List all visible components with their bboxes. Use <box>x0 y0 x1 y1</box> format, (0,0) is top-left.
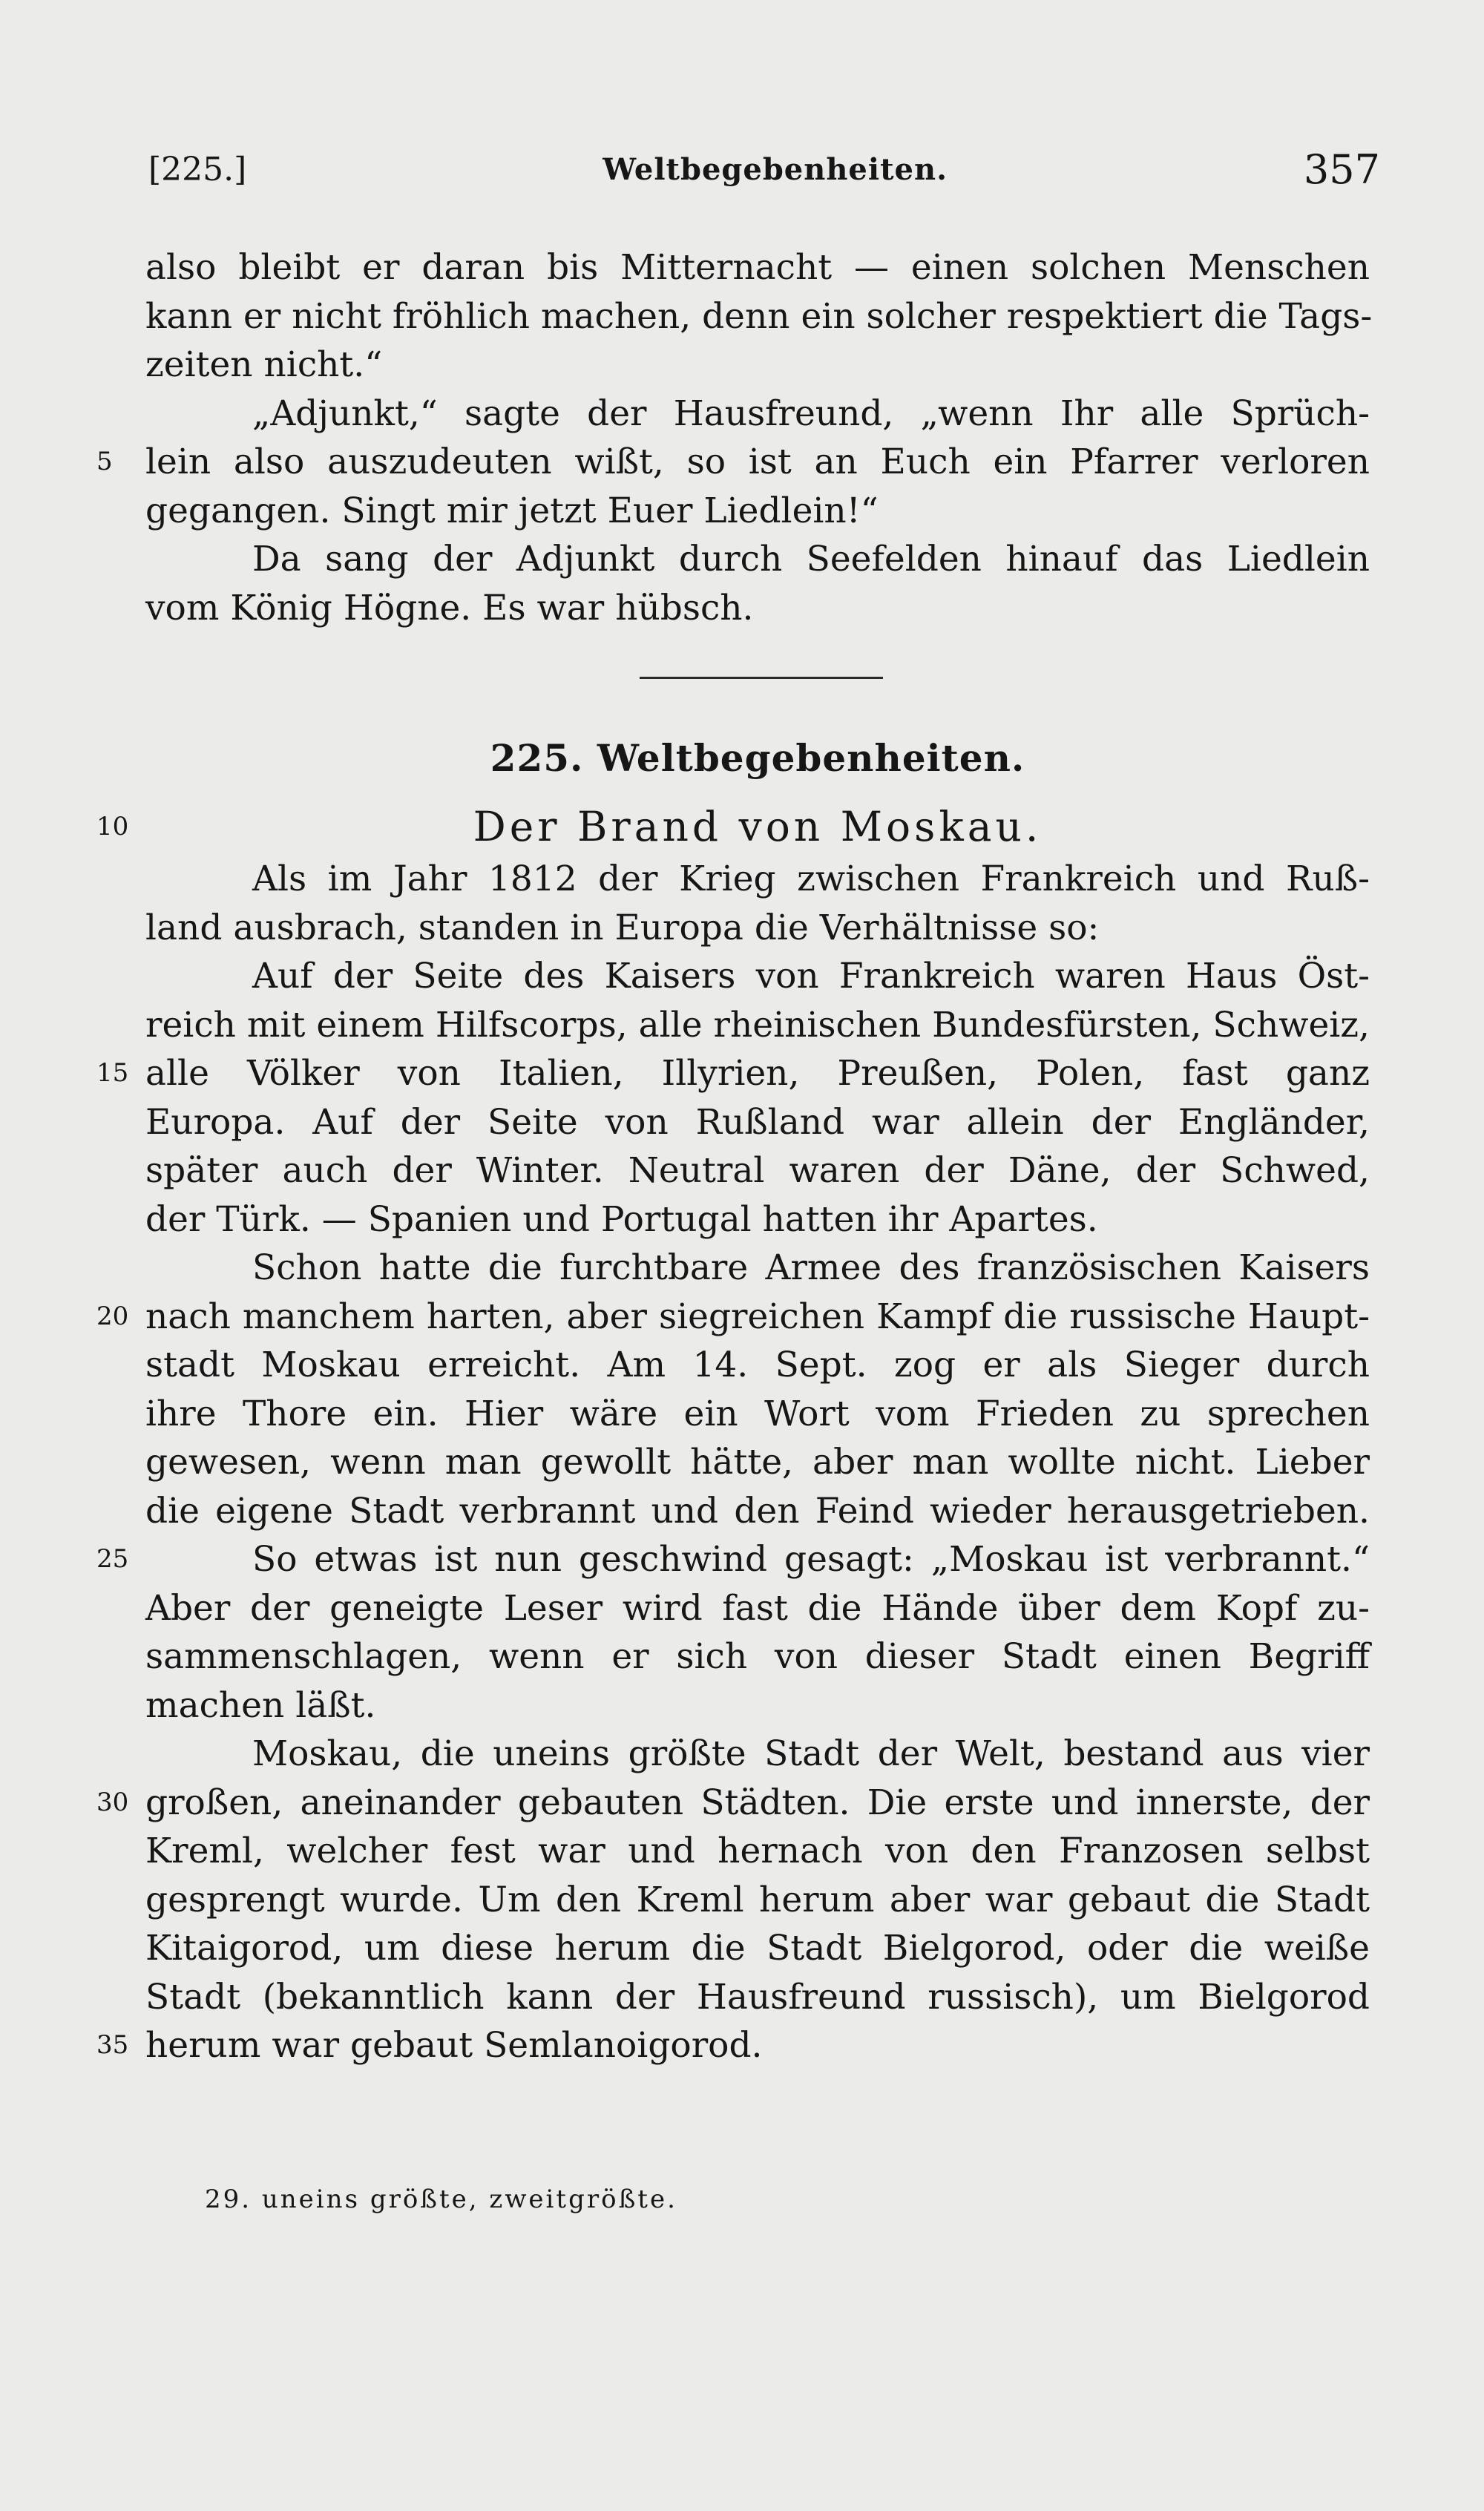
line-text: stadt Moskau erreicht. Am 14. Sept. zog er als Sieger durch <box>145 1345 1370 1385</box>
line-number: 15 <box>96 1058 129 1088</box>
line-text: Aber der geneigte Leser wird fast die Hände über dem Kopf zu- <box>145 1587 1370 1629</box>
text-line <box>0 1973 1484 2022</box>
text-block-story <box>0 855 1484 2070</box>
line-text: vom König Högne. Es war hübsch. <box>145 587 754 628</box>
line-text: gesprengt wurde. Um den Kreml herum aber war gebaut die Stadt <box>145 1879 1370 1920</box>
text-line <box>0 1487 1484 1536</box>
section-title: 225. Weltbegebenheiten. <box>490 736 1025 780</box>
line-text: Europa. Auf der Seite von Rußland war allein der Engländer, <box>145 1101 1370 1143</box>
text-line <box>0 952 1484 1001</box>
text-line <box>0 1001 1484 1050</box>
text-line <box>0 1293 1484 1342</box>
line-text: herum war gebaut Semlanoigorod. <box>145 2025 763 2066</box>
text-line <box>0 1535 1484 1584</box>
line-text: Moskau, die uneins größte Stadt der Welt, bestand aus vier <box>252 1733 1370 1774</box>
text-line <box>0 438 1484 487</box>
page-number: 357 <box>1303 145 1380 193</box>
line-number: 5 <box>96 447 113 476</box>
text-line <box>0 904 1484 953</box>
line-text: alle Völker von Italien, Illyrien, Preußen, Polen, fast ganz <box>145 1053 1370 1094</box>
running-title: Weltbegebenheiten. <box>603 151 948 187</box>
text-line <box>0 1584 1484 1633</box>
line-text: sammenschlagen, wenn er sich von dieser Stadt einen Begriff <box>145 1636 1370 1677</box>
text-line <box>0 1098 1484 1147</box>
story-subtitle: Der Brand von Moskau. <box>473 803 1043 850</box>
line-number: 10 <box>96 812 129 841</box>
text-line <box>0 855 1484 904</box>
line-text: großen, aneinander gebauten Städten. Die erste und innerste, der <box>145 1782 1370 1823</box>
line-text: kann er nicht fröhlich machen, denn ein solcher respektiert die Tags- <box>145 295 1373 337</box>
text-line <box>0 341 1484 390</box>
text-line <box>0 1681 1484 1730</box>
running-header <box>148 140 1380 199</box>
text-line <box>0 584 1484 633</box>
line-text: Stadt (bekanntlich kann der Hausfreund russisch), um Bielgorod <box>145 1976 1370 2018</box>
line-text: Schon hatte die furchtbare Armee des französischen Kaisers <box>252 1247 1370 1288</box>
text-line <box>0 1632 1484 1681</box>
line-number: 25 <box>96 1544 129 1574</box>
line-number: 20 <box>96 1301 129 1331</box>
divider-rule <box>640 677 883 679</box>
line-text: Als im Jahr 1812 der Krieg zwischen Frankreich und Ruß- <box>252 859 1370 899</box>
line-text: ihre Thore ein. Hier wäre ein Wort vom Frieden zu sprechen <box>145 1393 1370 1434</box>
line-text: gewesen, wenn man gewollt hätte, aber man wollte nicht. Lieber <box>145 1442 1370 1483</box>
line-text: reich mit einem Hilfscorps, alle rheinischen Bundesfürsten, Schweiz, <box>145 1004 1370 1046</box>
text-line <box>0 1924 1484 1973</box>
text-line <box>0 292 1484 341</box>
line-text: die eigene Stadt verbrannt und den Feind wieder herausgetrieben. <box>145 1490 1370 1532</box>
text-line <box>0 535 1484 584</box>
line-text: land ausbrach, standen in Europa die Verhältnisse so: <box>145 907 1100 948</box>
line-text: So etwas ist nun geschwind gesagt: „Moskau ist verbrannt.“ <box>252 1539 1370 1580</box>
text-line <box>0 1876 1484 1925</box>
text-line <box>0 1244 1484 1293</box>
line-text: Kitaigorod, um diese herum die Stadt Bielgorod, oder die weiße <box>145 1928 1370 1969</box>
text-line <box>0 1779 1484 1828</box>
text-line <box>0 1438 1484 1487</box>
text-line <box>0 390 1484 439</box>
line-number: 35 <box>96 2030 129 2060</box>
text-line <box>0 1827 1484 1876</box>
line-number: 30 <box>96 1787 129 1817</box>
line-text: zeiten nicht.“ <box>145 344 383 385</box>
text-line <box>0 1390 1484 1439</box>
section-divider <box>0 632 1484 714</box>
text-line <box>0 487 1484 536</box>
section-heading <box>0 714 1484 795</box>
page-body <box>0 243 1484 2070</box>
footnote: 29. uneins größte, zweitgrößte. <box>205 2185 677 2214</box>
text-line <box>0 2021 1484 2070</box>
line-text: machen läßt. <box>145 1684 376 1726</box>
line-text: Auf der Seite des Kaisers von Frankreich waren Haus Öst- <box>252 956 1370 997</box>
line-text: der Türk. — Spanien und Portugal hatten ihr Apartes. <box>145 1198 1098 1240</box>
text-line <box>0 1146 1484 1195</box>
story-subtitle-row <box>0 795 1484 855</box>
text-line <box>0 1195 1484 1244</box>
text-line <box>0 243 1484 292</box>
line-text: gegangen. Singt mir jetzt Euer Liedlein!“ <box>145 490 879 531</box>
section-reference: [225.] <box>148 150 247 188</box>
line-text: später auch der Winter. Neutral waren der Däne, der Schwed, <box>145 1150 1370 1191</box>
text-line <box>0 1049 1484 1098</box>
line-text: „Adjunkt,“ sagte der Hausfreund, „wenn Ihr alle Sprüch- <box>252 393 1370 434</box>
text-line <box>0 1341 1484 1390</box>
line-text: nach manchem harten, aber siegreichen Kampf die russische Haupt- <box>145 1296 1370 1337</box>
line-text: Da sang der Adjunkt durch Seefelden hinauf das Liedlein <box>252 539 1370 580</box>
line-text: also bleibt er daran bis Mitternacht — einen solchen Menschen <box>145 247 1370 288</box>
text-line <box>0 1730 1484 1779</box>
text-block-previous-story <box>0 243 1484 632</box>
line-text: lein also auszudeuten wißt, so ist an Euch ein Pfarrer verloren <box>145 442 1370 482</box>
line-text: Kreml, welcher fest war und hernach von den Franzosen selbst <box>145 1831 1370 1871</box>
